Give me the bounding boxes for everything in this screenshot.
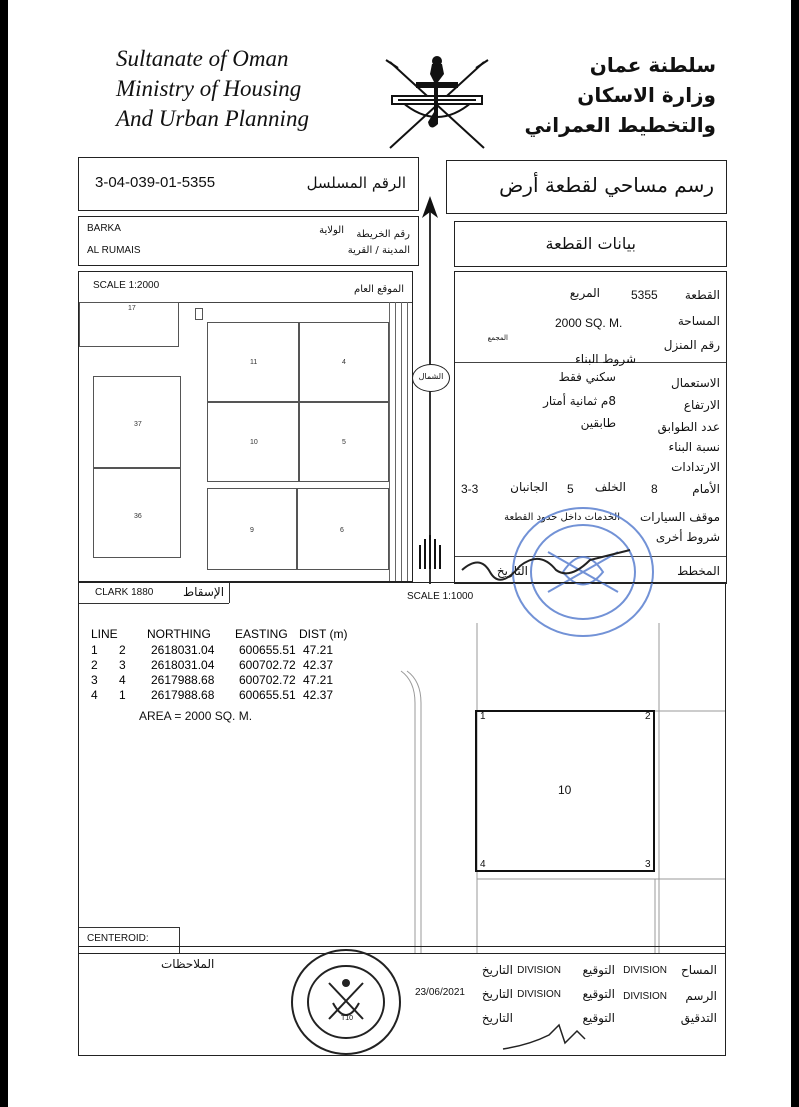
site-map-scale: SCALE 1:2000	[93, 280, 160, 291]
drafter-date: 23/06/2021	[414, 987, 465, 998]
north-hatch-icon	[416, 535, 444, 571]
front-setback-label: الأمام	[692, 482, 720, 496]
easting-value: 600702.72	[239, 673, 296, 687]
english-title-line-3: And Urban Planning	[116, 106, 309, 131]
house-number-label: رقم المنزل	[663, 338, 720, 352]
wilayat-value: BARKA	[87, 223, 121, 234]
column-header-easting: EASTING	[235, 627, 288, 641]
road-line	[407, 302, 408, 582]
from-point: 1	[91, 643, 98, 657]
column-header-distance: DIST (m)	[299, 627, 348, 641]
projection-label: الإسقاط	[183, 585, 225, 599]
site-plot-number: 37	[134, 421, 142, 428]
north-label-circle	[412, 364, 450, 392]
parking-value: الخدمات داخل حدود القطعة	[504, 512, 620, 523]
area-value: 2000 SQ. M.	[555, 316, 623, 330]
detail-frame	[78, 582, 726, 954]
site-plot-number: 9	[250, 527, 254, 534]
remarks-signature-frame	[78, 946, 726, 1056]
to-point: 4	[119, 673, 126, 687]
arabic-title-line-1: سلطنة عمان	[589, 53, 716, 77]
distance-value: 47.21	[303, 673, 334, 687]
planner-label: المخطط	[677, 564, 720, 578]
document-title: رسم مساحي لقطعة أرض	[499, 173, 714, 197]
site-plot-5	[299, 402, 389, 482]
other-conditions-label: شروط أخرى	[655, 530, 720, 544]
map-number-label: رقم الخريطة	[356, 229, 410, 240]
checker-signature-icon	[499, 1023, 589, 1053]
north-arrow-icon	[420, 196, 440, 222]
easting-value: 600655.51	[239, 688, 296, 702]
front-setback-value: 8	[651, 482, 658, 496]
easting-value: 600655.51	[239, 643, 296, 657]
north-label: الشمال	[418, 372, 444, 381]
to-point: 2	[119, 643, 126, 657]
city-village-label: المدينة / القرية	[347, 245, 410, 256]
site-marker	[195, 308, 203, 320]
village-value: AL RUMAIS	[87, 245, 141, 256]
height-value: 8م ثمانية أمتار	[543, 394, 616, 408]
use-value: سكني فقط	[558, 370, 616, 384]
block-label: المربع	[569, 286, 600, 300]
road-line	[395, 302, 396, 582]
building-ratio-label: نسبة البناء	[668, 440, 720, 454]
easting-value: 600702.72	[239, 658, 296, 672]
distance-value: 47.21	[303, 643, 334, 657]
drafter-label: الرسم	[685, 989, 717, 1003]
arabic-title-line-3: والتخطيط العمراني	[524, 113, 716, 137]
surveyor-division-2: DIVISION	[517, 965, 561, 976]
drafter-date-label: التاريخ	[481, 987, 513, 1001]
serial-number-box	[78, 157, 419, 211]
plot-area-total: AREA = 2000 SQ. M.	[139, 709, 253, 723]
site-plot-4	[299, 322, 389, 402]
plot-number-label: القطعة	[684, 288, 720, 302]
corner-label: 3	[645, 859, 651, 870]
detail-drawing	[79, 583, 725, 953]
surveyor-label: المساح	[680, 963, 717, 977]
checker-label: التدقيق	[680, 1011, 717, 1025]
document-page	[8, 0, 791, 1107]
building-conditions-label: شروط البناء	[575, 352, 636, 366]
projection-value: CLARK 1880	[95, 587, 154, 598]
sides-setback-label: الجانبان	[510, 480, 548, 494]
northing-value: 2618031.04	[151, 643, 215, 657]
northing-value: 2617988.68	[151, 673, 215, 687]
floors-value: طابقين	[580, 416, 616, 430]
arabic-title-line-2: وزارة الاسكان	[577, 83, 716, 107]
plot-data-title: بيانات القطعة	[545, 234, 636, 253]
site-plot-number: 10	[250, 439, 258, 446]
complex-label: المجمع	[487, 334, 508, 342]
north-arrow-shaft	[429, 210, 431, 584]
corner-label: 4	[480, 859, 486, 870]
location-box	[78, 216, 419, 266]
site-map-label: الموقع العام	[354, 284, 404, 295]
site-plot-number: 5	[342, 439, 346, 446]
from-point: 4	[91, 688, 98, 702]
height-label: الارتفاع	[683, 398, 720, 412]
wilayat-label: الولاية	[319, 225, 344, 236]
arabic-title	[506, 50, 716, 140]
plot-data-title-box	[454, 221, 727, 267]
corner-label: 1	[480, 711, 486, 722]
english-title	[116, 44, 309, 134]
distance-value: 42.37	[303, 658, 334, 672]
from-point: 2	[91, 658, 98, 672]
planner-signature-icon	[460, 544, 650, 584]
northing-value: 2618031.04	[151, 658, 215, 672]
site-plot-number: 36	[134, 513, 142, 520]
plot-number-value: 5355	[631, 288, 658, 302]
site-plot-37	[93, 376, 181, 468]
official-stamp-icon	[289, 947, 403, 1057]
centeroid-label: CENTEROID:	[87, 933, 149, 944]
site-plot-11	[207, 322, 299, 402]
serial-number-value: 3-04-039-01-5355	[95, 174, 216, 191]
stamp-code: T10	[341, 1015, 354, 1022]
checker-date-label: التاريخ	[481, 1011, 513, 1025]
area-label: المساحة	[677, 314, 720, 328]
drafter-division-2: DIVISION	[517, 989, 561, 1000]
road-line	[389, 302, 390, 582]
rear-setback-value: 5	[567, 482, 574, 496]
column-header-line: LINE	[91, 627, 118, 641]
rear-setback-label: الخلف	[594, 480, 626, 494]
english-title-line-2: Ministry of Housing	[116, 76, 302, 101]
site-plot-number: 6	[340, 527, 344, 534]
site-plot-6	[297, 488, 389, 570]
use-label: الاستعمال	[671, 376, 720, 390]
site-plot-number: 17	[128, 305, 136, 312]
northing-value: 2617988.68	[151, 688, 215, 702]
site-plot-17	[79, 302, 179, 347]
document-title-box	[446, 160, 727, 214]
setbacks-label: الارتدادات	[671, 460, 720, 474]
to-point: 1	[119, 688, 126, 702]
surveyor-date-label: التاريخ	[481, 963, 513, 977]
column-header-northing: NORTHING	[147, 627, 211, 641]
site-plot-10	[207, 402, 299, 482]
road-line	[401, 302, 402, 582]
site-plot-number: 11	[250, 359, 258, 366]
drafter-signature-label: التوقيع	[582, 987, 615, 1001]
corner-label: 2	[645, 711, 651, 722]
site-plot-9	[207, 488, 297, 570]
from-point: 3	[91, 673, 98, 687]
to-point: 3	[119, 658, 126, 672]
surveyor-signature-label: التوقيع	[582, 963, 615, 977]
drafter-division: DIVISION	[623, 991, 667, 1002]
serial-number-label: الرقم المسلسل	[306, 174, 406, 192]
parking-label: موقف السيارات	[640, 510, 720, 524]
floors-label: عدد الطوابق	[657, 420, 720, 434]
detail-plot-number: 10	[558, 783, 572, 797]
surveyor-division: DIVISION	[623, 965, 667, 976]
checker-signature-label: التوقيع	[582, 1011, 615, 1025]
centeroid-divider	[79, 927, 179, 928]
detail-scale: SCALE 1:1000	[407, 591, 474, 602]
khanjar-emblem-icon	[372, 52, 502, 152]
english-title-line-1: Sultanate of Oman	[116, 46, 289, 71]
distance-value: 42.37	[303, 688, 334, 702]
site-plot-36	[93, 468, 181, 558]
sides-setback-value: 3-3	[461, 482, 479, 496]
planner-date-label: التاريخ	[496, 564, 528, 578]
site-plot-number: 4	[342, 359, 346, 366]
general-location-map	[78, 271, 413, 582]
remarks-label: الملاحظات	[161, 957, 215, 971]
